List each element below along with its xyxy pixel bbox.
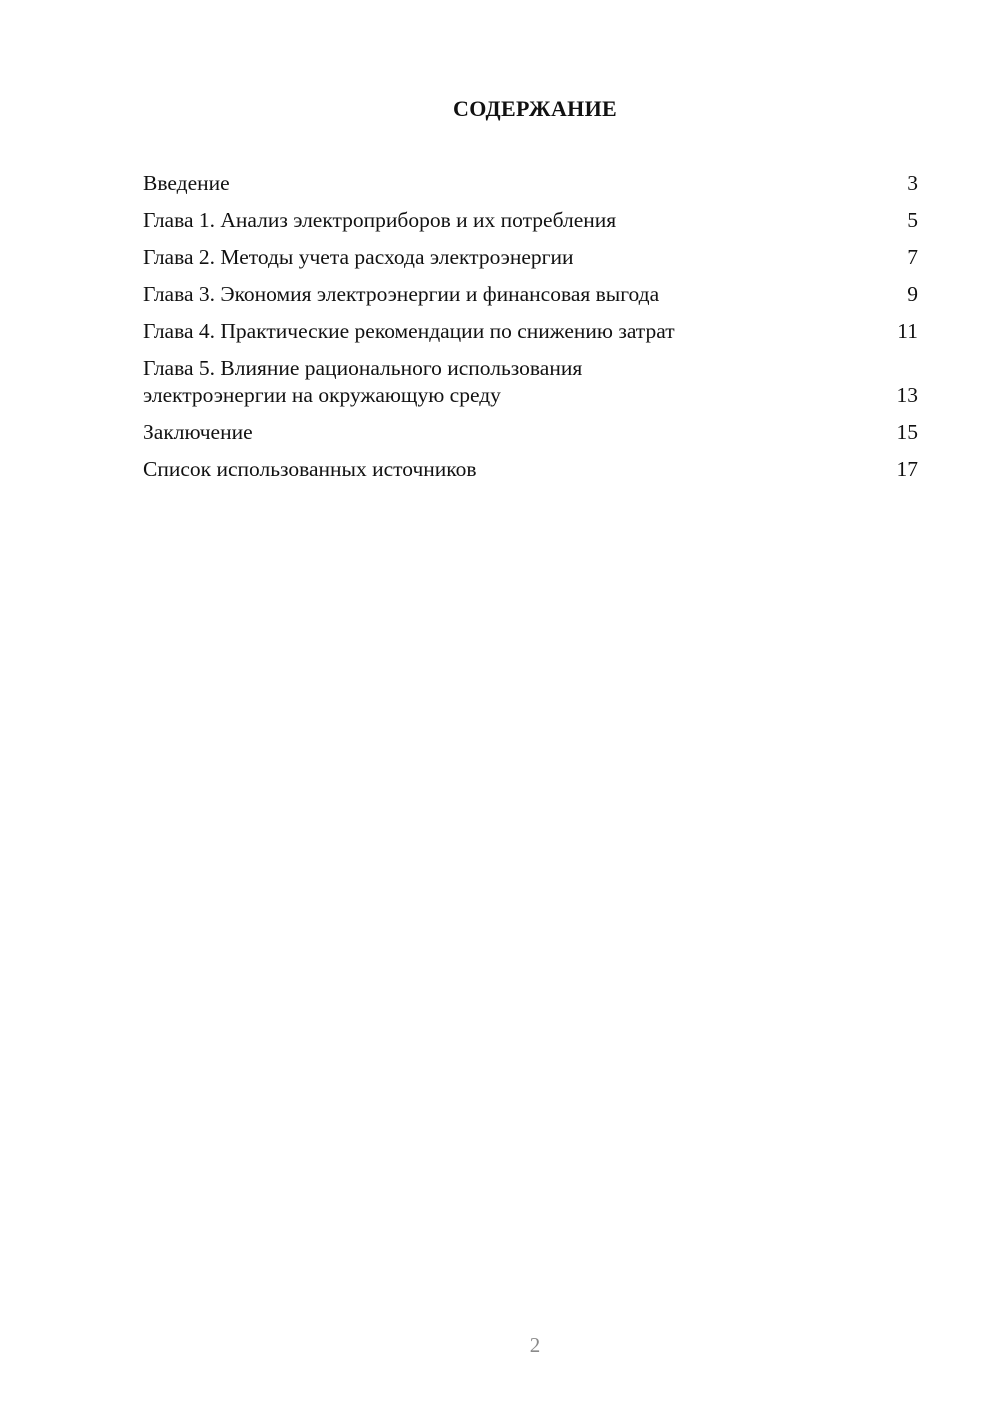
toc-entry-title: Глава 4. Практические рекомендации по снижению затрат — [143, 319, 675, 343]
toc-entry-page: 5 — [907, 208, 918, 232]
toc-entry-title: Глава 2. Методы учета расхода электроэнергии — [143, 245, 574, 269]
toc-entry-introduction[interactable] — [143, 170, 918, 197]
page-number: 2 — [529, 1333, 541, 1357]
toc-entry-page: 13 — [896, 383, 918, 407]
table-of-contents — [143, 170, 918, 493]
toc-entry-page: 15 — [896, 420, 918, 444]
toc-entry-chapter-5[interactable] — [143, 355, 918, 409]
toc-entry-page: 11 — [897, 319, 918, 343]
toc-entry-page: 17 — [896, 457, 918, 481]
toc-entry-title: Глава 5. Влияние рационального использования электроэнергии на окружающую среду — [143, 356, 583, 407]
toc-entry-chapter-4[interactable] — [143, 318, 918, 345]
toc-entry-page: 9 — [907, 282, 918, 306]
toc-entry-page: 3 — [907, 171, 918, 195]
toc-entry-title: Список использованных источников — [143, 457, 477, 481]
toc-entry-chapter-2[interactable] — [143, 244, 918, 271]
toc-entry-conclusion[interactable] — [143, 419, 918, 446]
toc-entry-title: Введение — [143, 171, 230, 195]
toc-entry-chapter-1[interactable] — [143, 207, 918, 234]
toc-entry-page: 7 — [907, 245, 918, 269]
toc-entry-title: Глава 3. Экономия электроэнергии и финансовая выгода — [143, 282, 660, 306]
page-title: СОДЕРЖАНИЕ — [453, 96, 617, 121]
toc-entry-chapter-3[interactable] — [143, 281, 918, 308]
toc-entry-title: Глава 1. Анализ электроприборов и их потребления — [143, 208, 617, 232]
toc-entry-references[interactable] — [143, 456, 918, 483]
toc-entry-title: Заключение — [143, 420, 253, 444]
